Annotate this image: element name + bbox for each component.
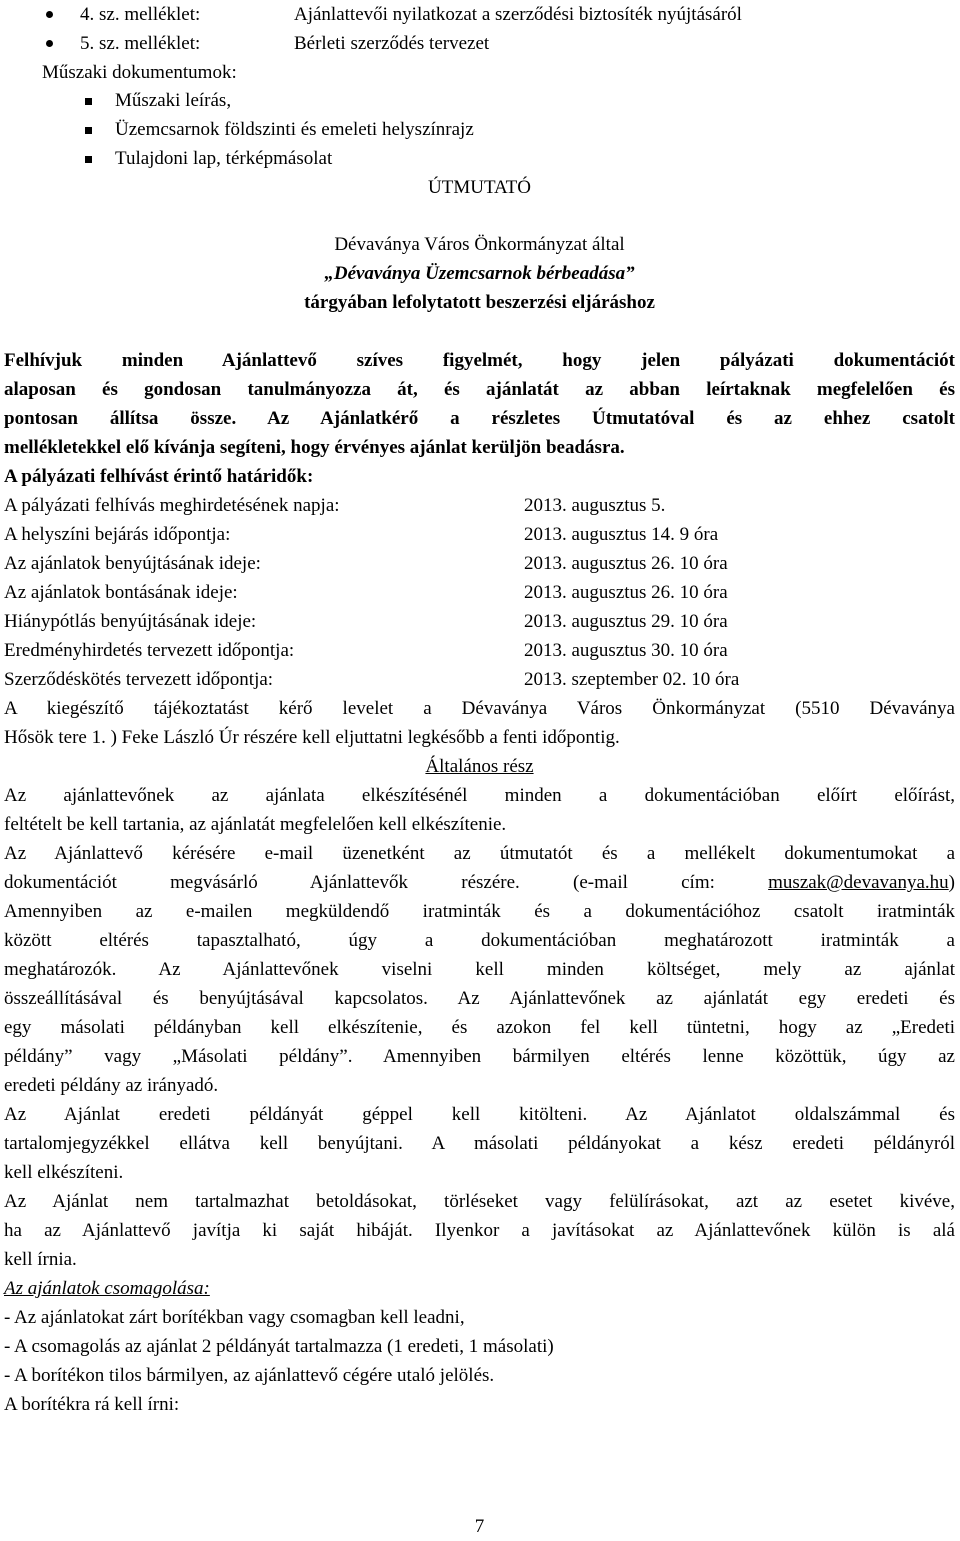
paragraph-line: példány” vagy „Másolati példány”. Amennyiben bármilyen eltérés lenne közöttük, úgy az — [4, 1046, 955, 1067]
bullet-square-icon — [85, 127, 92, 134]
intro-line: alaposan és gondosan tanulmányozza át, és ajánlatát az abban leírtaknak megfelelően és — [4, 379, 955, 400]
annex-5-number: 5. sz. melléklet: — [80, 33, 201, 54]
annex-4-title: Ajánlattevői nyilatkozat a szerződési biztosíték nyújtásáról — [294, 4, 742, 25]
deadline-label: Az ajánlatok benyújtásának ideje: — [4, 553, 261, 574]
info-line: Hősök tere 1. ) Feke László Úr részére kell eljuttatni legkésőbb a fenti időpontig. — [4, 727, 620, 748]
guide-title: ÚTMUTATÓ — [428, 177, 531, 198]
paragraph-line: kell írnia. — [4, 1249, 77, 1270]
email-suffix: ) — [948, 872, 955, 893]
paragraph-line — [4, 868, 955, 897]
tech-doc-item: Tulajdoni lap, térképmásolat — [115, 148, 333, 169]
packaging-heading: Az ajánlatok csomagolása: — [4, 1278, 210, 1299]
deadline-value: 2013. augusztus 14. 9 óra — [524, 524, 719, 545]
project-subtitle: tárgyában lefolytatott beszerzési eljáráshoz — [304, 292, 655, 313]
email-link[interactable]: muszak@devavanya.hu — [768, 872, 949, 893]
intro-line: Felhívjuk minden Ajánlattevő szíves figyelmét, hogy jelen pályázati dokumentációt — [4, 350, 955, 371]
paragraph-line: összeállításával és benyújtásával kapcsolatos. Az Ajánlattevőnek az ajánlatát egy eredeti és — [4, 988, 955, 1009]
deadline-label: Az ajánlatok bontásának ideje: — [4, 582, 238, 603]
intro-line: mellékletekkel elő kívánja segíteni, hogy érvényes ajánlat kerüljön beadásra. — [4, 437, 625, 458]
annex-4-number: 4. sz. melléklet: — [80, 4, 201, 25]
deadline-label: Hiánypótlás benyújtásának ideje: — [4, 611, 257, 632]
bullet-dot-icon — [46, 40, 53, 47]
bullet-square-icon — [85, 156, 92, 163]
paragraph-line: eredeti példány az irányadó. — [4, 1075, 219, 1096]
bullet-dot-icon — [46, 11, 53, 18]
issuer-line: Dévaványa Város Önkormányzat által — [334, 234, 625, 255]
deadline-label: Szerződéskötés tervezett időpontja: — [4, 669, 274, 690]
paragraph-line: feltételt be kell tartania, az ajánlatát megfelelően kell elkészítenie. — [4, 814, 507, 835]
deadline-value: 2013. augusztus 5. — [524, 495, 666, 516]
packaging-item: - A csomagolás az ajánlat 2 példányát tartalmazza (1 eredeti, 1 másolati) — [4, 1336, 554, 1357]
deadline-value: 2013. augusztus 29. 10 óra — [524, 611, 728, 632]
deadline-value: 2013. szeptember 02. 10 óra — [524, 669, 740, 690]
paragraph-line: Amennyiben az e-mailen megküldendő iratminták és a dokumentációhoz csatolt iratminták — [4, 901, 955, 922]
paragraph-line: Az Ajánlat nem tartalmazhat betoldásokat, törléseket vagy felülírásokat, azt az esetet kivéve, — [4, 1191, 955, 1212]
packaging-item: - Az ajánlatokat zárt borítékban vagy csomagban kell leadni, — [4, 1307, 465, 1328]
deadline-value: 2013. augusztus 26. 10 óra — [524, 582, 728, 603]
paragraph-line: tartalomjegyzékkel ellátva kell benyújtani. A másolati példányokat a kész eredeti példányról — [4, 1133, 955, 1154]
deadline-label: Eredményhirdetés tervezett időpontja: — [4, 640, 295, 661]
paragraph-line: meghatározók. Az Ajánlattevőnek viselni kell minden költséget, mely az ajánlat — [4, 959, 955, 980]
paragraph-line: Az Ajánlattevő kérésére e-mail üzenetként az útmutatót és a mellékelt dokumentumokat a — [4, 843, 955, 864]
deadline-label: A pályázati felhívás meghirdetésének napja: — [4, 495, 340, 516]
info-line: A kiegészítő tájékoztatást kérő levelet a Dévaványa Város Önkormányzat (5510 Dévaványa — [4, 698, 955, 719]
deadline-label: A helyszíni bejárás időpontja: — [4, 524, 231, 545]
envelope-line: A borítékra rá kell írni: — [4, 1394, 180, 1415]
deadline-value: 2013. augusztus 30. 10 óra — [524, 640, 728, 661]
general-heading: Általános rész — [425, 756, 534, 777]
deadline-value: 2013. augusztus 26. 10 óra — [524, 553, 728, 574]
project-title: „Dévaványa Üzemcsarnok bérbeadása” — [324, 263, 635, 284]
paragraph-line: egy másolati példányban kell elkészítenie, és azokon fel kell tüntetni, hogy az „Eredeti — [4, 1017, 955, 1038]
paragraph-line: között eltérés tapasztalható, úgy a dokumentációban meghatározott iratminták a — [4, 930, 955, 951]
paragraph-line: Az Ajánlat eredeti példányát géppel kell kitölteni. Az Ajánlatot oldalszámmal és — [4, 1104, 955, 1125]
paragraph-line: Az ajánlattevőnek az ajánlata elkészítésénél minden a dokumentációban előírt előírást, — [4, 785, 955, 806]
page-number: 7 — [474, 1516, 485, 1537]
intro-line: pontosan állítsa össze. Az Ajánlatkérő a részletes Útmutatóval és az ehhez csatolt — [4, 408, 955, 429]
annex-5-title: Bérleti szerződés tervezet — [294, 33, 490, 54]
paragraph-line: ha az Ajánlattevő javítja ki saját hibáját. Ilyenkor a javításokat az Ajánlattevőnek külön is alá — [4, 1220, 955, 1241]
packaging-item: - A borítékon tilos bármilyen, az ajánlattevő cégére utaló jelölés. — [4, 1365, 495, 1386]
tech-doc-item: Műszaki leírás, — [115, 90, 232, 111]
tech-doc-item: Üzemcsarnok földszinti és emeleti helyszínrajz — [115, 119, 474, 140]
email-prefix: dokumentációt megvásárló Ajánlattevők részére. (e-mail cím: — [4, 872, 769, 893]
tech-docs-heading: Műszaki dokumentumok: — [42, 62, 237, 83]
paragraph-line: kell elkészíteni. — [4, 1162, 124, 1183]
deadlines-heading: A pályázati felhívást érintő határidők: — [4, 466, 314, 487]
bullet-square-icon — [85, 98, 92, 105]
